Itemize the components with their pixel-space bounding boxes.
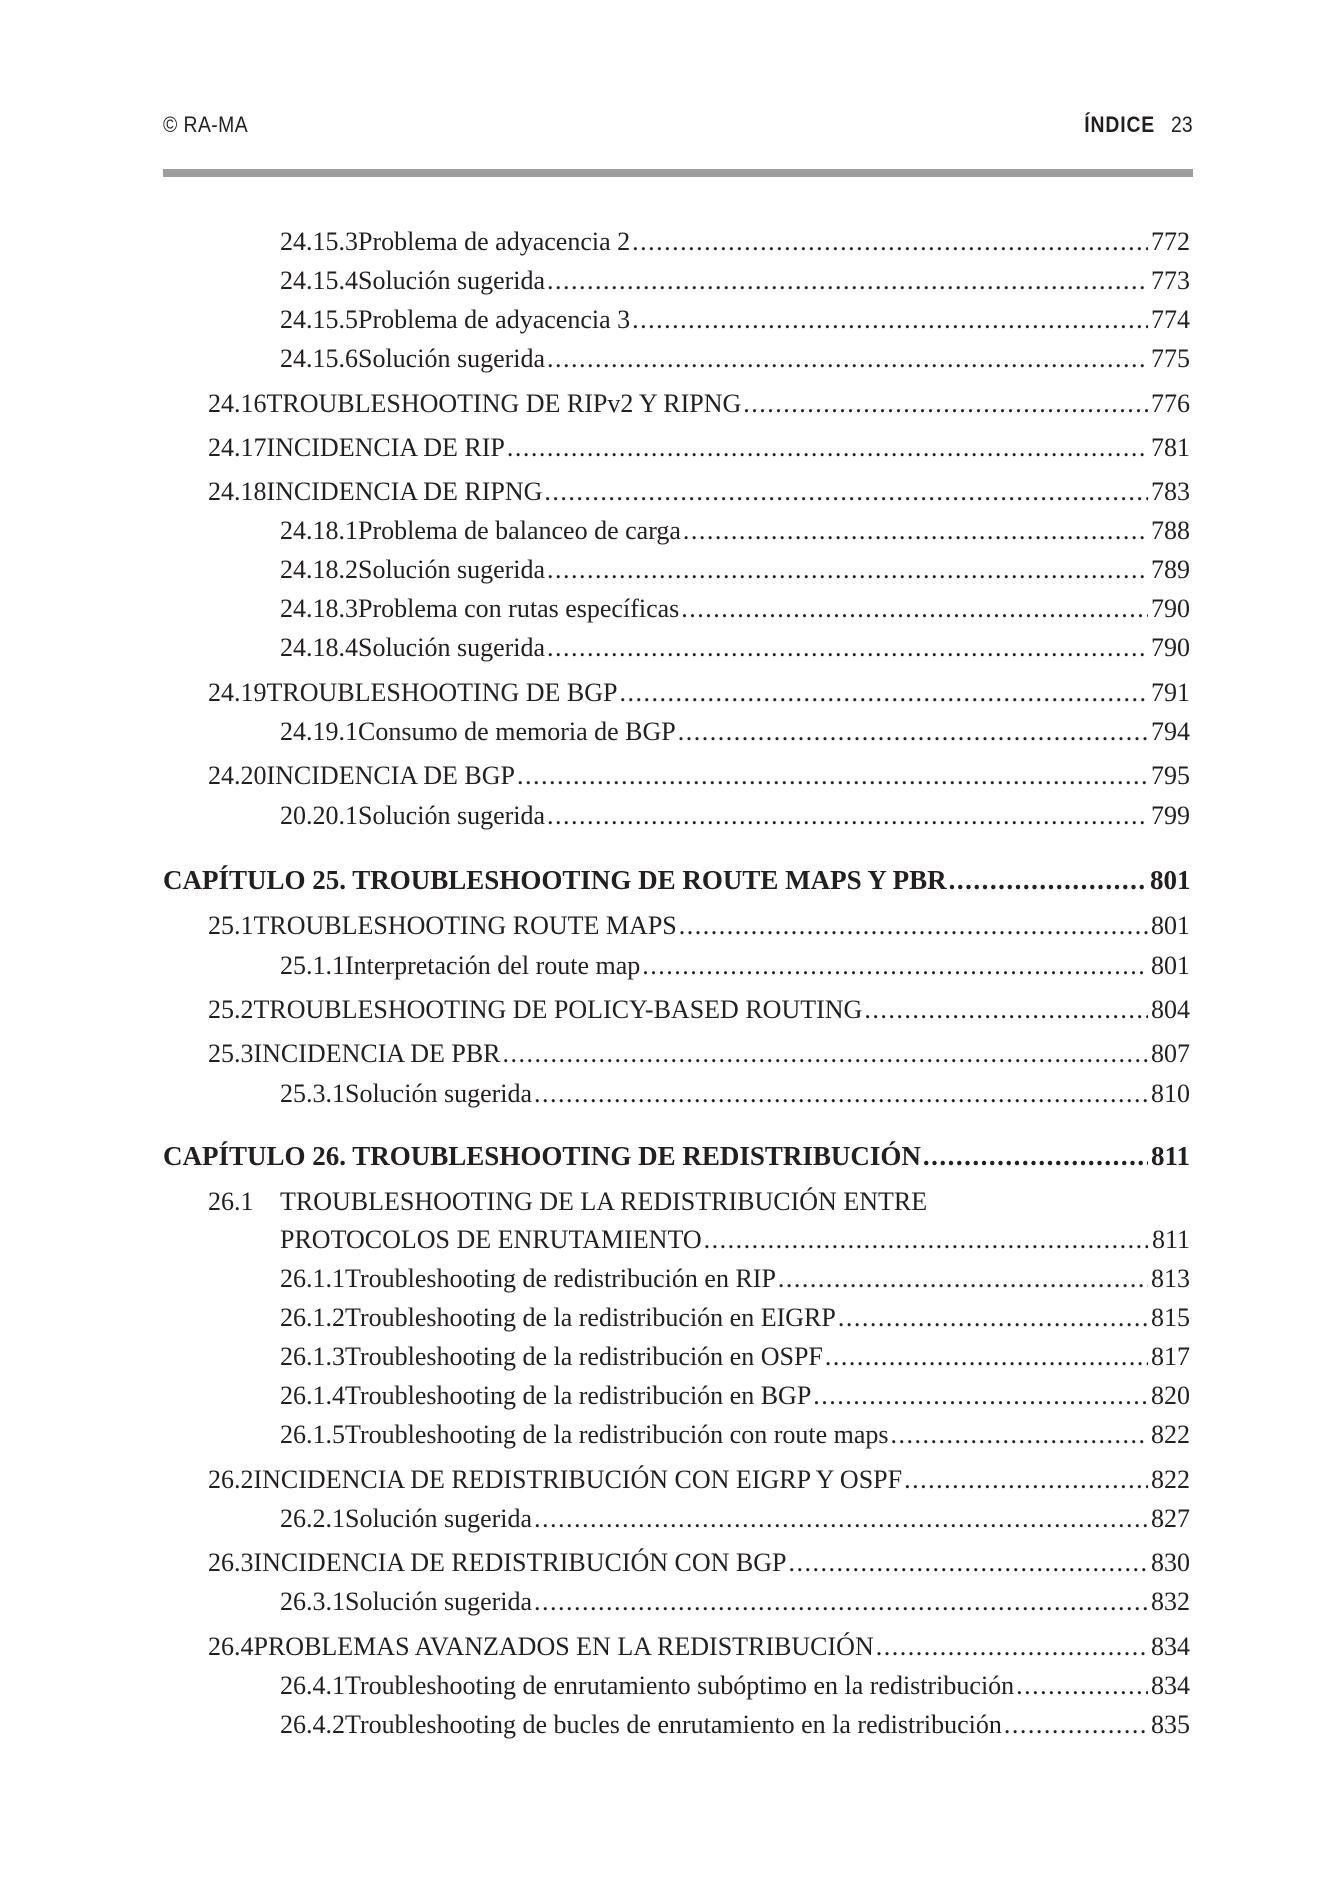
toc-chapter-heading[interactable] — [163, 1140, 1190, 1172]
toc-entry-title: TROUBLESHOOTING ROUTE MAPS — [253, 911, 677, 940]
toc-entry[interactable] — [280, 1586, 1190, 1618]
toc-entry-page: 832 — [1151, 1587, 1190, 1616]
dot-leader — [517, 760, 1148, 792]
toc-entry-first-line[interactable] — [208, 1186, 927, 1218]
toc-entry-title: TROUBLESHOOTING DE BGP — [266, 678, 618, 707]
toc-entry-number: 24.18.4 — [280, 633, 358, 662]
toc-chapter-title: CAPÍTULO 25. TROUBLESHOOTING DE ROUTE MAPS Y PBR — [163, 865, 947, 895]
dot-leader — [778, 1263, 1148, 1295]
toc-entry[interactable] — [280, 950, 1190, 982]
toc-entry-title: INCIDENCIA DE RIPNG — [266, 477, 543, 506]
toc-entry-page: 790 — [1151, 594, 1190, 623]
page-header — [163, 106, 1193, 146]
toc-entry-page: 799 — [1151, 801, 1190, 830]
toc-entry-title: INCIDENCIA DE RIP — [266, 433, 505, 462]
toc-entry[interactable] — [280, 632, 1190, 664]
toc-entry-page: 801 — [1151, 951, 1190, 980]
toc-entry[interactable] — [280, 1078, 1190, 1110]
toc-entry-page: 788 — [1151, 516, 1190, 545]
toc-entry[interactable] — [280, 1670, 1190, 1702]
toc-entry-number: 26.3.1 — [280, 1587, 345, 1616]
dot-leader — [547, 343, 1148, 375]
dot-leader — [547, 554, 1148, 586]
toc-entry-number: 24.20 — [208, 761, 267, 790]
toc-entry[interactable] — [280, 1503, 1190, 1535]
toc-entry-number: 26.1.2 — [280, 1303, 345, 1332]
toc-entry[interactable] — [280, 1341, 1190, 1373]
toc-entry-number: 26.4 — [208, 1632, 254, 1661]
toc-entry-page: 783 — [1151, 477, 1190, 506]
toc-entry-title: Troubleshooting de la redistribución en OSPF — [345, 1342, 823, 1371]
toc-entry-number: 24.18.3 — [280, 594, 358, 623]
toc-entry-title: Problema de adyacencia 3 — [358, 305, 631, 334]
toc-entry[interactable] — [208, 1464, 1190, 1496]
toc-entry[interactable] — [208, 1038, 1190, 1070]
toc-entry-title: INCIDENCIA DE REDISTRIBUCIÓN CON BGP — [253, 1548, 787, 1577]
toc-entry-number: 24.18.2 — [280, 555, 358, 584]
dot-leader — [547, 632, 1148, 664]
dot-leader — [547, 265, 1148, 297]
toc-entry-number: 25.3 — [208, 1039, 254, 1068]
toc-entry[interactable] — [208, 432, 1190, 464]
dot-leader — [743, 388, 1148, 420]
toc-entry-title: Troubleshooting de redistribución en RIP — [345, 1264, 776, 1293]
toc-entry-number: 26.1 — [208, 1187, 254, 1216]
toc-entry-page: 820 — [1151, 1381, 1190, 1410]
toc-entry[interactable] — [208, 994, 1190, 1026]
toc-entry-title: Troubleshooting de enrutamiento subóptimo en la redistribución — [345, 1671, 1015, 1700]
toc-entry-title: Solución sugerida — [345, 1504, 533, 1533]
dot-leader — [923, 1140, 1148, 1172]
toc-entry-number: 20.20.1 — [280, 801, 358, 830]
dot-leader — [642, 950, 1148, 982]
toc-entry-page: 804 — [1151, 995, 1190, 1024]
dot-leader — [904, 1464, 1148, 1496]
toc-entry-page: 801 — [1150, 865, 1190, 895]
toc-entry-page: 822 — [1151, 1420, 1190, 1449]
toc-entry[interactable] — [208, 1631, 1190, 1663]
toc-entry-page: 811 — [1150, 1141, 1190, 1171]
toc-entry-title: Solución sugerida — [345, 1079, 533, 1108]
toc-entry-title: Problema con rutas específicas — [358, 594, 680, 623]
toc-entry-number: 25.2 — [208, 995, 254, 1024]
toc-entry-page: 834 — [1151, 1632, 1190, 1661]
toc-entry-number: 24.15.3 — [280, 227, 358, 256]
toc-entry-title: Troubleshooting de la redistribución con route maps — [345, 1420, 889, 1449]
toc-entry-page: 775 — [1151, 344, 1190, 373]
toc-entry-title: Interpretación del route map — [345, 951, 641, 980]
toc-entry-title: Solución sugerida — [345, 1587, 533, 1616]
toc-entry[interactable] — [208, 910, 1190, 942]
toc-entry-number: 24.15.4 — [280, 266, 358, 295]
toc-entry-title: Solución sugerida — [358, 266, 546, 295]
toc-entry-number: 25.1.1 — [280, 951, 345, 980]
toc-entry-title: Problema de balanceo de carga — [358, 516, 681, 545]
toc-entry[interactable] — [280, 1419, 1190, 1451]
toc-entry-number: 25.3.1 — [280, 1079, 345, 1108]
toc-chapter-title: CAPÍTULO 26. TROUBLESHOOTING DE REDISTRIBUCIÓN — [163, 1141, 921, 1171]
dot-leader — [876, 1631, 1148, 1663]
toc-entry-number: 26.1.3 — [280, 1342, 345, 1371]
toc-entry-page: 807 — [1151, 1039, 1190, 1068]
toc-entry-number: 24.16 — [208, 389, 267, 418]
toc-entry-number: 24.18 — [208, 477, 267, 506]
toc-entry-number: 26.2.1 — [280, 1504, 345, 1533]
dot-leader — [704, 1224, 1148, 1256]
section-title: ÍNDICE — [1084, 112, 1156, 137]
toc-entry-title: INCIDENCIA DE BGP — [266, 761, 515, 790]
toc-entry[interactable] — [280, 716, 1190, 748]
dot-leader — [1004, 1709, 1148, 1741]
toc-entry-number: 24.17 — [208, 433, 267, 462]
toc-entry-page: 835 — [1151, 1710, 1190, 1739]
dot-leader — [949, 864, 1148, 896]
dot-leader — [825, 1341, 1148, 1373]
dot-leader — [864, 994, 1148, 1026]
dot-leader — [678, 716, 1148, 748]
toc-entry[interactable] — [280, 304, 1190, 336]
toc-entry[interactable] — [280, 515, 1190, 547]
page-number: 23 — [1171, 112, 1193, 137]
toc-entry[interactable] — [280, 1380, 1190, 1412]
dot-leader — [534, 1586, 1148, 1618]
toc-entry-number: 24.19 — [208, 678, 267, 707]
toc-entry[interactable] — [280, 800, 1190, 832]
toc-entry-title: TROUBLESHOOTING DE POLICY-BASED ROUTING — [253, 995, 863, 1024]
toc-entry-page: 794 — [1151, 717, 1190, 746]
toc-entry-page: 772 — [1151, 227, 1190, 256]
toc-entry[interactable] — [208, 1547, 1190, 1579]
dot-leader — [534, 1503, 1148, 1535]
toc-entry-page: 790 — [1151, 633, 1190, 662]
toc-entry-number: 26.1.4 — [280, 1381, 345, 1410]
toc-entry-number: 24.18.1 — [280, 516, 358, 545]
dot-leader — [681, 593, 1148, 625]
toc-entry-title: PROTOCOLOS DE ENRUTAMIENTO — [280, 1225, 702, 1254]
toc-entry-number: 26.1.5 — [280, 1420, 345, 1449]
dot-leader — [632, 226, 1148, 258]
toc-entry-title: Solución sugerida — [358, 555, 546, 584]
running-head — [1084, 112, 1192, 138]
publisher-label: © RA-MA — [163, 112, 249, 137]
toc-entry[interactable] — [280, 1709, 1190, 1741]
toc-entry[interactable] — [280, 554, 1190, 586]
dot-leader — [789, 1547, 1148, 1579]
dot-leader — [838, 1302, 1148, 1334]
toc-entry-title: Solución sugerida — [358, 633, 546, 662]
toc-entry-page: 776 — [1151, 389, 1190, 418]
header-rule — [163, 169, 1193, 177]
toc-chapter-heading[interactable] — [163, 864, 1190, 896]
toc-entry[interactable] — [208, 760, 1190, 792]
toc-entry-title: Consumo de memoria de BGP — [358, 717, 676, 746]
toc-entry-number: 26.2 — [208, 1465, 254, 1494]
toc-entry[interactable] — [208, 388, 1190, 420]
toc-entry-number: 24.19.1 — [280, 717, 358, 746]
toc-entry-number: 24.15.5 — [280, 305, 358, 334]
toc-entry-page: 813 — [1151, 1264, 1190, 1293]
toc-entry[interactable] — [280, 1302, 1190, 1334]
toc-entry-number: 26.3 — [208, 1548, 254, 1577]
dot-leader — [891, 1419, 1148, 1451]
dot-leader — [813, 1380, 1148, 1412]
toc-entry-page: 811 — [1151, 1225, 1190, 1254]
toc-entry-number: 26.4.2 — [280, 1710, 345, 1739]
toc-entry-number: 25.1 — [208, 911, 254, 940]
toc-entry-page: 791 — [1151, 678, 1190, 707]
toc-entry-title: TROUBLESHOOTING DE RIPv2 Y RIPNG — [266, 389, 742, 418]
dot-leader — [620, 677, 1149, 709]
dot-leader — [1016, 1670, 1148, 1702]
toc-entry[interactable] — [280, 343, 1190, 375]
dot-leader — [632, 304, 1148, 336]
toc-entry-page: 781 — [1151, 433, 1190, 462]
toc-entry-title: Troubleshooting de la redistribución en EIGRP — [345, 1303, 836, 1332]
toc-entry-page: 830 — [1151, 1548, 1190, 1577]
toc-entry-page: 834 — [1151, 1671, 1190, 1700]
dot-leader — [679, 910, 1148, 942]
dot-leader — [507, 432, 1148, 464]
toc-entry-page: 817 — [1151, 1342, 1190, 1371]
toc-entry-number: 26.4.1 — [280, 1671, 345, 1700]
toc-entry-title: INCIDENCIA DE PBR — [253, 1039, 501, 1068]
toc-entry-continuation[interactable] — [280, 1224, 1190, 1256]
toc-entry-title: PROBLEMAS AVANZADOS EN LA REDISTRIBUCIÓN — [253, 1632, 874, 1661]
toc-entry-title: TROUBLESHOOTING DE LA REDISTRIBUCIÓN ENTRE — [280, 1187, 928, 1216]
toc-entry[interactable] — [280, 265, 1190, 297]
toc-entry-page: 810 — [1151, 1079, 1190, 1108]
toc-entry-title: Troubleshooting de bucles de enrutamiento en la redistribución — [345, 1710, 1002, 1739]
toc-entry-title: Troubleshooting de la redistribución en BGP — [345, 1381, 812, 1410]
toc-entry[interactable] — [208, 677, 1190, 709]
dot-leader — [544, 476, 1148, 508]
toc-entry-title: Solución sugerida — [358, 344, 546, 373]
dot-leader — [534, 1078, 1148, 1110]
dot-leader — [503, 1038, 1148, 1070]
toc-entry[interactable] — [208, 476, 1190, 508]
toc-entry-page: 795 — [1151, 761, 1190, 790]
dot-leader — [547, 800, 1148, 832]
toc-entry-title: Problema de adyacencia 2 — [358, 227, 631, 256]
dot-leader — [683, 515, 1148, 547]
toc-entry-page: 789 — [1151, 555, 1190, 584]
toc-entry-page: 827 — [1151, 1504, 1190, 1533]
toc-entry-number: 26.1.1 — [280, 1264, 345, 1293]
toc-entry[interactable] — [280, 226, 1190, 258]
toc-entry-title: Solución sugerida — [358, 801, 546, 830]
toc-entry-page: 773 — [1151, 266, 1190, 295]
toc-entry-title: INCIDENCIA DE REDISTRIBUCIÓN CON EIGRP Y OSPF — [253, 1465, 903, 1494]
toc-entry-page: 774 — [1151, 305, 1190, 334]
toc-entry-page: 822 — [1151, 1465, 1190, 1494]
toc-entry-number: 24.15.6 — [280, 344, 358, 373]
toc-entry-page: 801 — [1151, 911, 1190, 940]
toc-entry-page: 815 — [1151, 1303, 1190, 1332]
toc-entry[interactable] — [280, 1263, 1190, 1295]
toc-entry[interactable] — [280, 593, 1190, 625]
